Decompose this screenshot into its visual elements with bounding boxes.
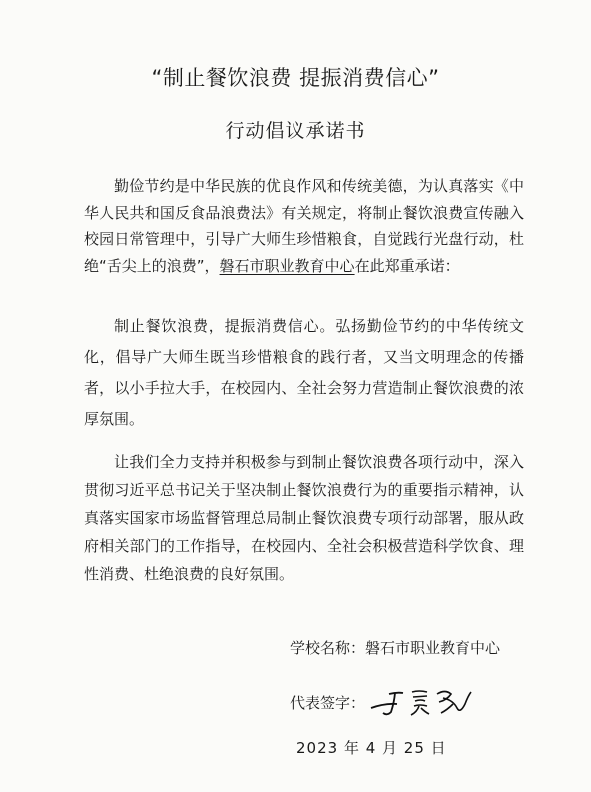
representative-line: [290, 686, 477, 718]
handwritten-signature: [367, 686, 477, 718]
intro-text-end: 在此郑重承诺：: [354, 256, 460, 275]
intro-text: 勤俭节约是中华民族的优良作风和传统美德，为认真落实《中华人民共和国反食品浪费法》有关规定，将制止餐饮浪费宣传融入校园日常管理中，引导广大师生珍惜粮食，自觉践行光盘行动，杜绝“舌尖上的浪费”，: [84, 177, 524, 275]
school-name: 磐石市职业教育中心: [365, 639, 501, 657]
paragraph-action: 让我们全力支持并积极参与到制止餐饮浪费各项行动中，深入贯彻习近平总书记关于坚决制止餐饮浪费行为的重要指示精神，认真落实国家市场监督管理总局制止餐饮浪费专项行动部署，服从政府相关部门的工作指导，在校园内、全社会积极营造科学饮食、理性消费、杜绝浪费的良好氛围。: [84, 453, 524, 583]
document-title: “制止餐饮浪费 提振消费信心”: [151, 66, 440, 90]
paragraph-intro: [84, 173, 524, 279]
document-subtitle: 行动倡议承诺书: [225, 120, 366, 142]
school-name-inline: 磐石市职业教育中心: [219, 256, 355, 275]
school-line: [290, 637, 500, 658]
school-label: 学校名称：: [290, 639, 366, 657]
paragraph-commitment: 制止餐饮浪费，提振消费信心。弘扬勤俭节约的中华传统文化，倡导广大师生既当珍惜粮食的践行者，又当文明理念的传播者，以小手拉大手，在校园内、全社会努力营造制止餐饮浪费的浓厚氛围。: [84, 317, 524, 428]
document-date: 2023 年 4 月 25 日: [296, 739, 447, 757]
rep-label: 代表签字：: [290, 693, 366, 712]
